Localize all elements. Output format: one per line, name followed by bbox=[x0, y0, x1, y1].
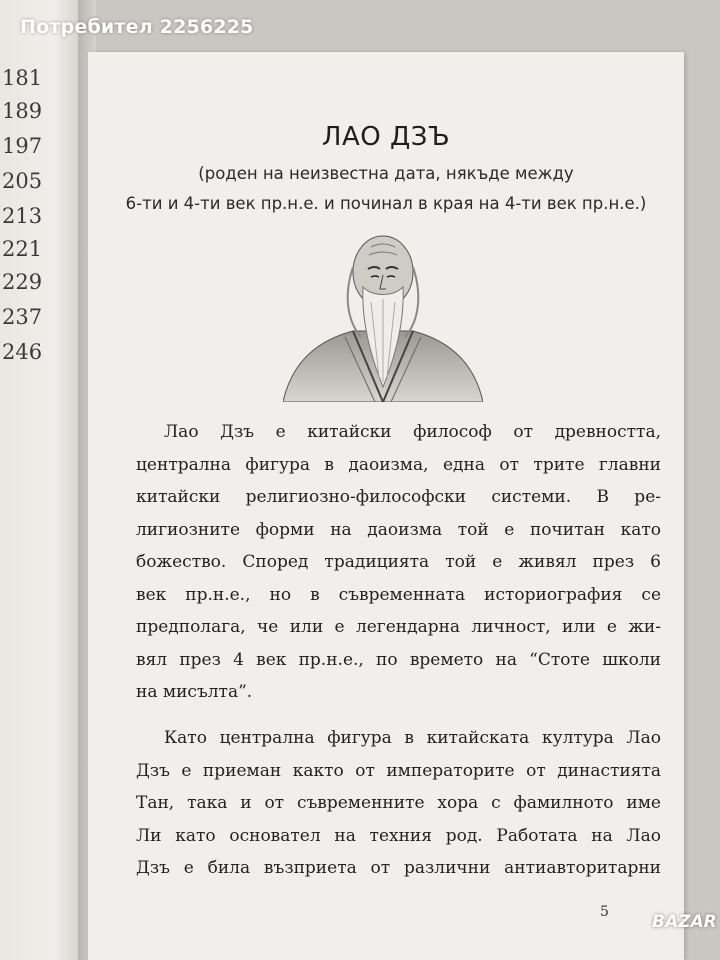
text-line: Лао Дзъ е китайски философ от древността, bbox=[164, 422, 661, 442]
subtitle-line-1: (роден на неизвестна дата, някъде между bbox=[198, 164, 574, 183]
left-page-number: 181 bbox=[2, 66, 43, 90]
text-line: централна фигура в даоизма, една от трите главни bbox=[136, 454, 661, 475]
right-page bbox=[88, 52, 684, 960]
left-page-number: 221 bbox=[2, 237, 43, 261]
text-line: Като централна фигура в китайската култура Лао bbox=[164, 728, 661, 748]
text-line: на мисълта”. bbox=[136, 682, 253, 702]
text-line: китайски религиозно-философски системи. В ре- bbox=[136, 487, 661, 507]
paragraph-1 bbox=[136, 416, 661, 709]
text-line: Тан, така и от съвременните хора с фамилното име bbox=[136, 793, 661, 813]
text-line: лигиозните форми на даоизма той е почитан като bbox=[136, 519, 661, 540]
paragraph-2 bbox=[136, 722, 661, 885]
user-watermark: Потребител 2256225 bbox=[20, 16, 254, 38]
lao-tzu-portrait bbox=[283, 227, 483, 402]
text-line: Дзъ е приеман както от императорите от династията bbox=[136, 760, 661, 781]
text-line: Дзъ е била възприета от различни антиавторитарни bbox=[136, 858, 661, 878]
text-line: век пр.н.е., но в съвременната историография се bbox=[136, 584, 661, 605]
page-title: ЛАО ДЗЪ bbox=[321, 122, 451, 152]
left-page bbox=[0, 0, 79, 960]
left-page-number: 205 bbox=[2, 169, 43, 193]
subtitle-line-2: 6-ти и 4-ти век пр.н.е. и починал в края на 4-ти век пр.н.е.) bbox=[125, 194, 647, 213]
page-number: 5 bbox=[600, 904, 609, 920]
left-page-number: 229 bbox=[2, 270, 43, 294]
site-logo: BAZAR bbox=[652, 912, 717, 932]
text-line: божество. Според традицията той е живял през 6 bbox=[136, 552, 661, 572]
text-line: предполага, че или е легендарна личност, или е жи- bbox=[136, 617, 661, 637]
left-page-number: 197 bbox=[2, 134, 43, 158]
left-page-number: 189 bbox=[2, 99, 43, 123]
left-page-number: 246 bbox=[2, 340, 43, 364]
left-page-number: 237 bbox=[2, 305, 43, 329]
left-page-number: 213 bbox=[2, 204, 43, 228]
text-line: вял през 4 век пр.н.е., по времето на “Стоте школи bbox=[136, 649, 661, 670]
text-line: Ли като основател на техния род. Работата на Лао bbox=[136, 825, 661, 846]
